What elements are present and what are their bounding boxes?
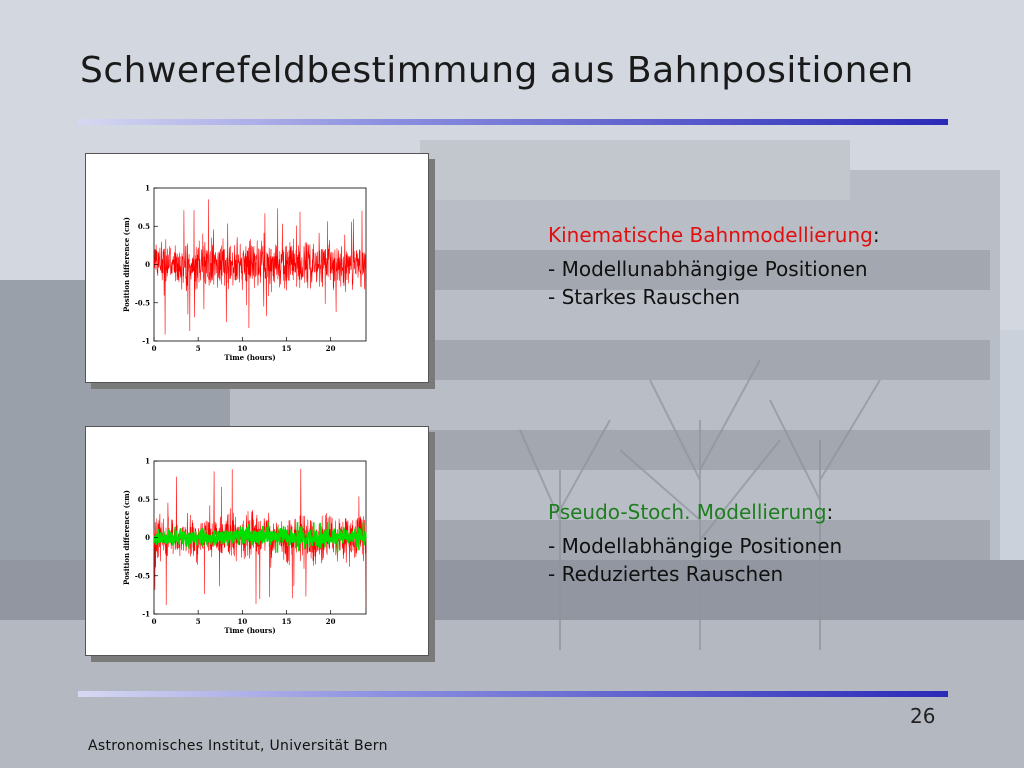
footer-institution: Astronomisches Institut, Universität Bern <box>88 738 388 754</box>
x-tick-label: 20 <box>325 344 336 353</box>
y-tick-label: 0 <box>145 260 150 269</box>
y-tick-label: 1 <box>145 456 150 466</box>
section-pseudo-stochastic-heading <box>548 498 842 526</box>
section-kinematic <box>548 221 880 311</box>
chart-kinematic <box>85 153 429 383</box>
x-tick-label: 5 <box>195 617 201 626</box>
list-item: - Starkes Rauschen <box>548 285 741 309</box>
section-kinematic-title: Kinematische Bahnmodellierung <box>548 223 873 247</box>
y-axis-label: Position difference (cm) <box>122 217 131 312</box>
x-tick-label: 15 <box>281 344 292 353</box>
y-tick-label: 1 <box>145 183 150 193</box>
x-tick-label: 0 <box>151 617 157 626</box>
x-tick-label: 5 <box>195 344 201 353</box>
y-tick-label: -1 <box>142 336 150 346</box>
y-tick-label: -0.5 <box>134 298 150 308</box>
y-tick-label: -1 <box>142 609 150 619</box>
chart-pseudo-stochastic <box>85 426 429 656</box>
title-divider <box>78 119 948 125</box>
section-kinematic-colon: : <box>872 223 880 247</box>
x-tick-label: 0 <box>151 344 157 353</box>
y-tick-label: 0.5 <box>137 221 150 231</box>
y-tick-label: 0 <box>145 533 150 542</box>
list-item: - Modellunabhängige Positionen <box>548 257 868 281</box>
x-axis-label: Time (hours) <box>224 626 276 635</box>
x-tick-label: 15 <box>281 617 292 626</box>
page-number: 26 <box>910 704 936 728</box>
y-tick-label: -0.5 <box>134 571 150 581</box>
chart-kinematic-svg <box>86 154 428 382</box>
section-pseudo-stochastic-colon: : <box>826 500 834 524</box>
section-pseudo-stochastic <box>548 498 842 588</box>
footer-divider <box>78 691 948 697</box>
list-item: - Modellabhängige Positionen <box>548 534 843 558</box>
y-axis-label: Position difference (cm) <box>122 490 131 585</box>
section-pseudo-stochastic-title: Pseudo-Stoch. Modellierung <box>548 500 827 524</box>
list-item: - Reduziertes Rauschen <box>548 562 784 586</box>
y-tick-label: 0.5 <box>137 494 150 504</box>
section-kinematic-heading <box>548 221 880 249</box>
x-tick-label: 10 <box>237 617 248 626</box>
x-tick-label: 20 <box>325 617 336 626</box>
x-tick-label: 10 <box>237 344 248 353</box>
chart-pseudo-stochastic-svg <box>86 427 428 655</box>
x-axis-label: Time (hours) <box>224 353 276 362</box>
slide-title: Schwerefeldbestimmung aus Bahnpositionen <box>80 50 914 91</box>
